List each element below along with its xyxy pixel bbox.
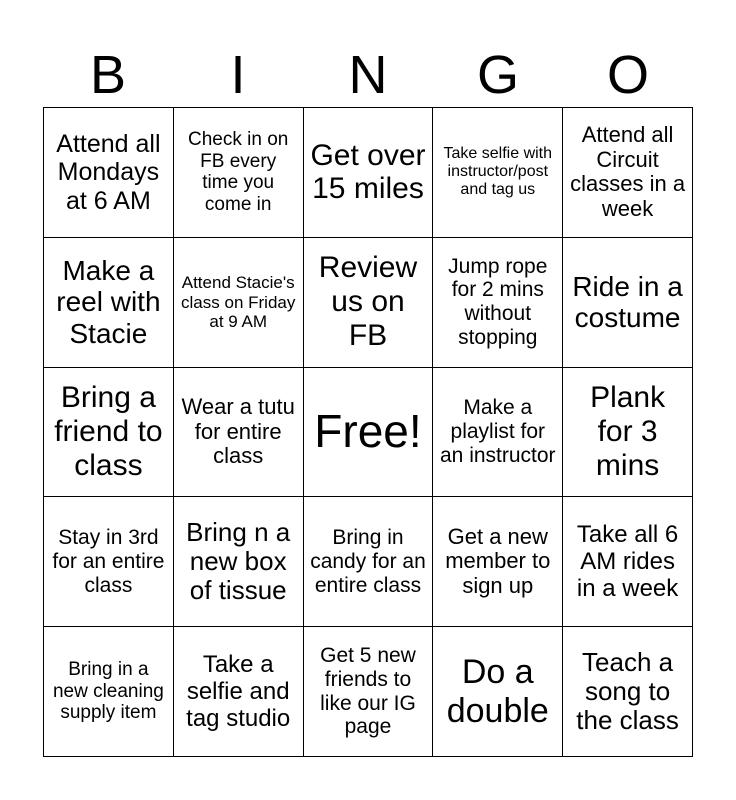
cell-text: Bring in candy for an entire class xyxy=(310,526,426,597)
cell-text: Plank for 3 mins xyxy=(590,381,666,482)
bingo-cell-r5-c4[interactable] xyxy=(433,627,563,757)
bingo-cell-r2-c2[interactable] xyxy=(174,238,304,368)
cell-text: Bring n a new box of tissue xyxy=(186,516,291,606)
bingo-cell-r3-c5[interactable] xyxy=(563,368,693,498)
free-space-text: Free! xyxy=(314,405,422,457)
cell-text: Take all 6 AM rides in a week xyxy=(576,521,679,603)
bingo-cell-r1-c2[interactable] xyxy=(174,108,304,238)
bingo-cell-r2-c3[interactable] xyxy=(304,238,434,368)
cell-text: Check in on FB every time you come in xyxy=(188,129,289,215)
bingo-cell-r5-c3[interactable] xyxy=(304,627,434,757)
bingo-cell-r4-c1[interactable] xyxy=(44,497,174,627)
cell-text: Attend all Circuit classes in a week xyxy=(570,121,686,222)
cell-text: Attend Stacie's class on Friday at 9 AM xyxy=(181,273,296,331)
cell-text: Take a selfie and tag studio xyxy=(186,650,291,733)
bingo-cell-r2-c1[interactable] xyxy=(44,238,174,368)
cell-text: Get 5 new friends to like our IG page xyxy=(320,644,416,739)
header-letter-b: B xyxy=(89,45,127,105)
bingo-cell-r3-c2[interactable] xyxy=(174,368,304,498)
cell-text: Wear a tutu for entire class xyxy=(181,393,295,469)
cell-text: Make a reel with Stacie xyxy=(56,254,161,349)
bingo-cell-r5-c1[interactable] xyxy=(44,627,174,757)
cell-text: Teach a song to the class xyxy=(576,646,679,736)
cell-text: Ride in a costume xyxy=(572,270,683,334)
cell-text: Bring a friend to class xyxy=(54,381,163,482)
cell-text: Stay in 3rd for an entire class xyxy=(52,526,165,597)
cell-text: Attend all Mondays at 6 AM xyxy=(56,130,161,215)
bingo-cell-r3-c4[interactable] xyxy=(433,368,563,498)
cell-text: Get over 15 miles xyxy=(310,138,426,206)
cell-text: Review us on FB xyxy=(318,251,418,353)
bingo-cell-r1-c3[interactable] xyxy=(304,108,434,238)
header-letter-o: O xyxy=(606,45,649,105)
cell-text: Bring in a new cleaning supply item xyxy=(52,659,164,724)
cell-text: Get a new member to sign up xyxy=(445,523,551,599)
header-letter-g: G xyxy=(476,45,519,105)
bingo-cell-r1-c4[interactable] xyxy=(433,108,563,238)
bingo-cell-r4-c4[interactable] xyxy=(433,497,563,627)
bingo-cell-r3-c1[interactable] xyxy=(44,368,174,498)
bingo-cell-r4-c3[interactable] xyxy=(304,497,434,627)
bingo-cell-r4-c2[interactable] xyxy=(174,497,304,627)
cell-text: Take selfie with instructor/post and tag us xyxy=(443,145,553,199)
cell-text: Jump rope for 2 mins without stopping xyxy=(448,254,548,349)
cell-text: Do a double xyxy=(446,653,549,730)
bingo-cell-r2-c4[interactable] xyxy=(433,238,563,368)
bingo-card-grid xyxy=(43,107,693,757)
bingo-cell-r4-c5[interactable] xyxy=(563,497,693,627)
header-letter-n: N xyxy=(348,45,388,105)
cell-text: Make a playlist for an instructor xyxy=(440,396,556,467)
header-letter-i: I xyxy=(230,45,246,105)
bingo-cell-r5-c5[interactable] xyxy=(563,627,693,757)
bingo-cell-r1-c5[interactable] xyxy=(563,108,693,238)
bingo-header xyxy=(43,44,693,106)
bingo-cell-r2-c5[interactable] xyxy=(563,238,693,368)
bingo-cell-r3-c3-free[interactable] xyxy=(304,368,434,498)
bingo-cell-r5-c2[interactable] xyxy=(174,627,304,757)
bingo-cell-r1-c1[interactable] xyxy=(44,108,174,238)
